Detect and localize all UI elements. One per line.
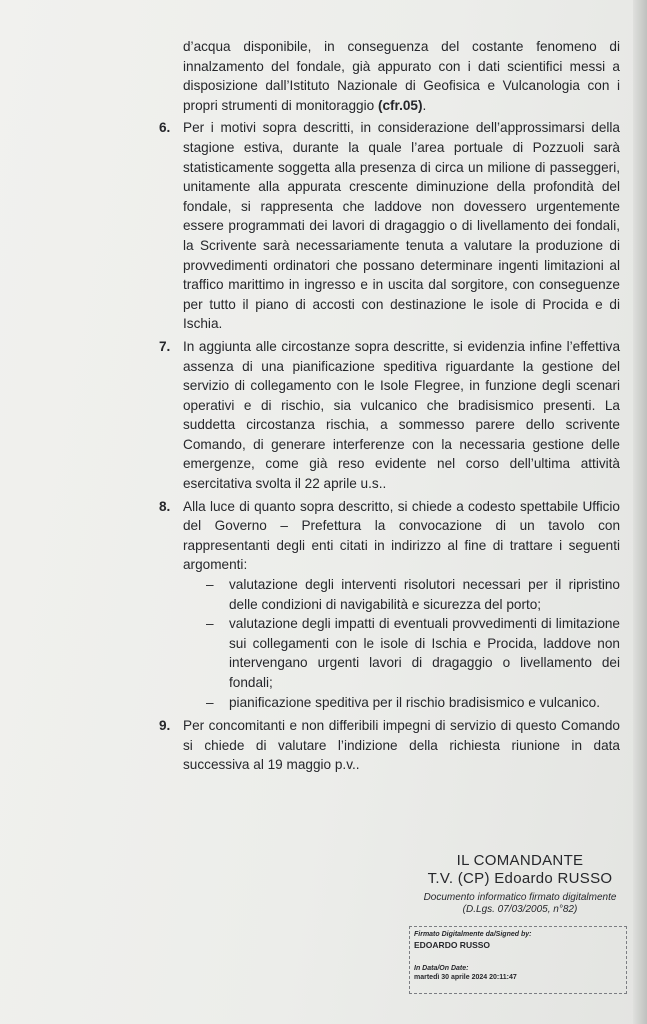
paragraph-8 [150, 497, 620, 575]
paragraph-text: Per i motivi sopra descritti, in considerazione dell’approssimarsi della stagione estiva, durante la quale l’area portuale di Pozzuoli sarà statisticamente soggetta alla presenza di circa un milione di passeggeri, unitamente alla appurata crescente diminuzione della profondità del fondale, si rappresenta che laddove non dovessero urgentemente essere programmati dei lavori di dragaggio o di livellamento dei fondali, la Scrivente sarà necessariamente tenuta a valutare la produzione di provvedimenti ordinatori che possano determinare ingenti limitazioni al traffico marittimo in ingresso e in uscita dal sorgitore, con conseguenze per tutto il piano di accosti con destinazione le isole di Procida e di Ischia. [183, 120, 620, 332]
paragraph-text: Per concomitanti e non differibili impegni di servizio di questo Comando si chiede di valutare l’indizione della richiesta riunione in data successiva al 19 maggio p.v.. [183, 718, 620, 773]
paragraph-9 [150, 716, 620, 775]
signed-by-label: Firmato Digitalmente da/Signed by: [414, 931, 532, 938]
signature-block [405, 852, 635, 916]
paragraph-number: 6. [159, 120, 171, 136]
list-item: – pianificazione speditiva per il rischio bradisismico e vulcanico. [206, 694, 600, 710]
paragraph-text: Alla luce di quanto sopra descritto, si chiede a codesto spettabile Ufficio del Governo – Prefettura la convocazione di un tavolo con rappresentanti degli enti citati in indirizzo al fine di trattare i seguenti argomenti: [183, 498, 620, 573]
date-label: In Data/On Date: [414, 965, 469, 972]
digital-signature-note: Documento informatico firmato digitalmente (D.Lgs. 07/03/2005, n°82) [423, 892, 617, 915]
paragraph-7 [150, 337, 620, 494]
list-item: – valutazione degli impatti di eventuali provvedimenti di limitazione sui collegamenti con le isole di Ischia e Procida, laddove non intervengano urgenti lavori di dragaggio o livellamento dei fondali; [206, 616, 620, 690]
paragraph-6 [150, 118, 620, 334]
paragraph-number: 8. [159, 498, 171, 514]
signed-by-value: EDOARDO RUSSO [414, 940, 491, 950]
list-item: – valutazione degli interventi risolutori necessari per il ripristino delle condizioni di navigabilità e sicurezza del porto; [206, 577, 620, 612]
signatory-name: T.V. (CP) Edoardo RUSSO [427, 870, 613, 887]
date-value: martedì 30 aprile 2024 20:11:47 [414, 974, 517, 981]
paragraph-5-continuation: d’acqua disponibile, in conseguenza del costante fenomeno di innalzamento del fondale, già appurato con i dati scientifici messi a disposizione dall’Istituto Nazionale di Geofisica e Vulcanologia con i propri strumenti di monitoraggio (cfr.05). [183, 39, 620, 113]
paragraph-number: 9. [159, 718, 171, 734]
paragraph-number: 7. [159, 338, 171, 354]
digital-signature-stamp [409, 926, 627, 994]
reference-cfr: (cfr.05) [377, 97, 423, 113]
topics-list [150, 575, 620, 712]
document-body [150, 37, 620, 778]
page-edge-shadow [633, 0, 647, 1024]
signatory-role: IL COMANDANTE [456, 852, 584, 869]
paragraph-text: In aggiunta alle circostanze sopra descritte, si evidenzia infine l’effettiva assenza di una pianificazione speditiva riguardante la gestione del servizio di collegamento con le Isole Flegree, in funzione degli scenari operativi e di rischio, sia vulcanico che bradisismico presenti. La suddetta circostanza rischia, a sommesso parere dello scrivente Comando, di generare interferenze con la necessaria gestione delle emergenze, come già reso evidente nel corso dell’ultima attività esercitativa svolta il 22 aprile u.s.. [183, 338, 620, 492]
